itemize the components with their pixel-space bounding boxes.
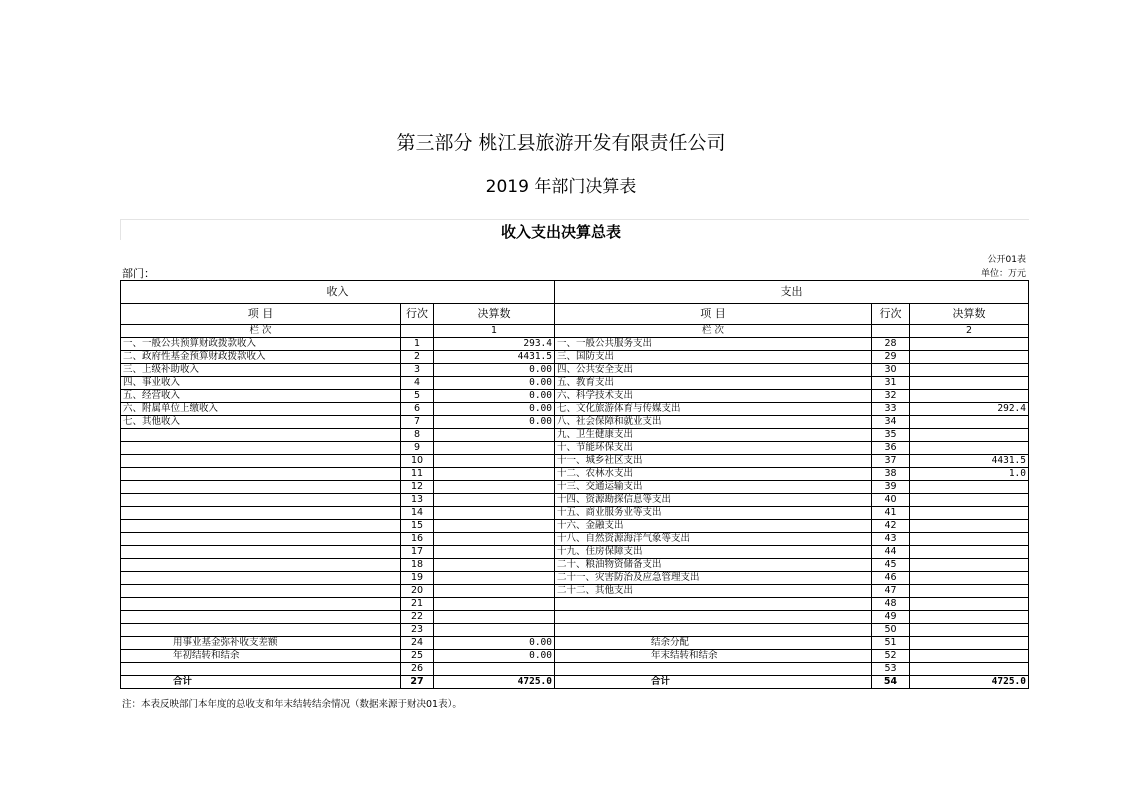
expense-amount — [910, 442, 1029, 455]
income-row-no: 7 — [401, 416, 434, 429]
expense-row-no: 51 — [872, 637, 910, 650]
table-row — [121, 364, 1029, 377]
income-row-no: 1 — [401, 338, 434, 351]
income-amount — [434, 507, 555, 520]
expense-item-label: 年末结转和结余 — [555, 650, 872, 663]
income-item-label — [121, 442, 401, 455]
income-amount: 0.00 — [434, 390, 555, 403]
expense-row-no: 32 — [872, 390, 910, 403]
table-row — [121, 637, 1029, 650]
income-amount: 0.00 — [434, 377, 555, 390]
expense-row-no: 47 — [872, 585, 910, 598]
income-lanci: 栏 次 — [121, 325, 401, 338]
expense-row-no: 34 — [872, 416, 910, 429]
income-item-label — [121, 624, 401, 637]
expense-item-header: 项 目 — [555, 304, 872, 325]
expense-total-label: 合计 — [555, 676, 872, 689]
expense-item-label: 二十一、灾害防治及应急管理支出 — [555, 572, 872, 585]
expense-item-label — [555, 663, 872, 676]
expense-item-label — [555, 598, 872, 611]
expense-row-no: 36 — [872, 442, 910, 455]
expense-amount — [910, 546, 1029, 559]
table-row — [121, 481, 1029, 494]
footnote: 注：本表反映部门本年度的总收支和年末结转结余情况（数据来源于财决01表）。 — [122, 699, 462, 710]
expense-item-label: 十四、资源勘探信息等支出 — [555, 494, 872, 507]
table-title: 收入支出决算总表 — [500, 223, 621, 241]
expense-row-no: 50 — [872, 624, 910, 637]
income-item-label — [121, 481, 401, 494]
income-amount — [434, 520, 555, 533]
income-row-no: 10 — [401, 455, 434, 468]
expense-item-label: 三、国防支出 — [555, 351, 872, 364]
expense-item-label: 五、教育支出 — [555, 377, 872, 390]
income-item-label — [121, 611, 401, 624]
expense-amount — [910, 585, 1029, 598]
income-row-no: 15 — [401, 520, 434, 533]
table-row — [121, 611, 1029, 624]
income-lanci-empty — [401, 325, 434, 338]
table-row — [121, 455, 1029, 468]
income-row-no: 11 — [401, 468, 434, 481]
expense-row-no: 38 — [872, 468, 910, 481]
expense-item-label: 四、公共安全支出 — [555, 364, 872, 377]
expense-item-label: 二十二、其他支出 — [555, 585, 872, 598]
income-row-no: 17 — [401, 546, 434, 559]
expense-item-label: 十、节能环保支出 — [555, 442, 872, 455]
income-item-label — [121, 572, 401, 585]
expense-row-no: 53 — [872, 663, 910, 676]
table-row — [121, 494, 1029, 507]
expense-amount — [910, 364, 1029, 377]
income-item-label: 六、附属单位上缴收入 — [121, 403, 401, 416]
income-amount: 4431.5 — [434, 351, 555, 364]
income-amount: 0.00 — [434, 650, 555, 663]
income-total-row-no: 27 — [401, 676, 434, 689]
income-item-label — [121, 546, 401, 559]
expense-total-row-no: 54 — [872, 676, 910, 689]
expense-item-label: 十三、交通运输支出 — [555, 481, 872, 494]
expense-row-no: 37 — [872, 455, 910, 468]
table-row — [121, 468, 1029, 481]
income-amount: 0.00 — [434, 637, 555, 650]
expense-amount — [910, 663, 1029, 676]
table-row — [121, 351, 1029, 364]
expense-row-no: 52 — [872, 650, 910, 663]
form-code: 公开01表 — [987, 255, 1026, 265]
income-item-label — [121, 468, 401, 481]
income-item-label: 用事业基金弥补收支差额 — [121, 637, 401, 650]
income-item-header: 项 目 — [121, 304, 401, 325]
budget-table — [120, 280, 1029, 689]
expense-row-no: 40 — [872, 494, 910, 507]
income-amount — [434, 429, 555, 442]
expense-amount — [910, 481, 1029, 494]
income-item-label: 七、其他收入 — [121, 416, 401, 429]
income-item-label — [121, 429, 401, 442]
income-row-no: 20 — [401, 585, 434, 598]
income-total-label: 合计 — [121, 676, 401, 689]
income-row-no: 26 — [401, 663, 434, 676]
table-row — [121, 598, 1029, 611]
expense-item-label: 七、文化旅游体育与传媒支出 — [555, 403, 872, 416]
income-amount — [434, 455, 555, 468]
income-row-no: 14 — [401, 507, 434, 520]
expense-item-label: 十一、城乡社区支出 — [555, 455, 872, 468]
income-row-no: 9 — [401, 442, 434, 455]
table-row — [121, 377, 1029, 390]
expense-item-label: 一、一般公共服务支出 — [555, 338, 872, 351]
income-amount — [434, 572, 555, 585]
expense-rowno-header: 行次 — [872, 304, 910, 325]
income-row-no: 16 — [401, 533, 434, 546]
header-row-columns — [121, 304, 1029, 325]
expense-amount — [910, 520, 1029, 533]
expense-item-label: 十五、商业服务业等支出 — [555, 507, 872, 520]
table-row — [121, 559, 1029, 572]
expense-row-no: 33 — [872, 403, 910, 416]
income-amount — [434, 559, 555, 572]
expense-item-label: 十八、自然资源海洋气象等支出 — [555, 533, 872, 546]
income-item-label: 四、事业收入 — [121, 377, 401, 390]
header-row-sections — [121, 281, 1029, 304]
table-row — [121, 546, 1029, 559]
income-amount: 0.00 — [434, 364, 555, 377]
income-item-label: 三、上级补助收入 — [121, 364, 401, 377]
expense-amount — [910, 533, 1029, 546]
expense-row-no: 39 — [872, 481, 910, 494]
expense-lanci: 栏 次 — [555, 325, 872, 338]
income-row-no: 21 — [401, 598, 434, 611]
expense-amount — [910, 429, 1029, 442]
table-row — [121, 429, 1029, 442]
income-item-label: 二、政府性基金预算财政拨款收入 — [121, 351, 401, 364]
income-item-label — [121, 455, 401, 468]
income-row-no: 13 — [401, 494, 434, 507]
expense-amount — [910, 390, 1029, 403]
income-item-label — [121, 494, 401, 507]
table-row — [121, 572, 1029, 585]
expense-row-no: 44 — [872, 546, 910, 559]
expense-item-label: 九、卫生健康支出 — [555, 429, 872, 442]
expense-row-no: 48 — [872, 598, 910, 611]
unit-label: 单位：万元 — [980, 269, 1026, 279]
expense-col-no: 2 — [910, 325, 1029, 338]
expense-row-no: 42 — [872, 520, 910, 533]
table-row — [121, 663, 1029, 676]
expense-amount: 1.0 — [910, 468, 1029, 481]
income-item-label: 年初结转和结余 — [121, 650, 401, 663]
expense-item-label — [555, 624, 872, 637]
expense-row-no: 31 — [872, 377, 910, 390]
table-row — [121, 403, 1029, 416]
income-row-no: 25 — [401, 650, 434, 663]
expense-row-no: 46 — [872, 572, 910, 585]
expense-amount: 292.4 — [910, 403, 1029, 416]
header-row-lanci — [121, 325, 1029, 338]
expense-item-label: 八、社会保障和就业支出 — [555, 416, 872, 429]
income-amount — [434, 663, 555, 676]
income-amount — [434, 494, 555, 507]
expense-item-label: 十九、住房保障支出 — [555, 546, 872, 559]
income-row-no: 5 — [401, 390, 434, 403]
expense-amount — [910, 494, 1029, 507]
table-row — [121, 585, 1029, 598]
table-row — [121, 520, 1029, 533]
income-row-no: 8 — [401, 429, 434, 442]
income-amount — [434, 481, 555, 494]
income-amount-header: 决算数 — [434, 304, 555, 325]
income-row-no: 6 — [401, 403, 434, 416]
expense-amount: 4431.5 — [910, 455, 1029, 468]
expense-amount — [910, 650, 1029, 663]
expense-amount — [910, 611, 1029, 624]
expense-amount — [910, 624, 1029, 637]
expense-row-no: 49 — [872, 611, 910, 624]
expense-lanci-empty — [872, 325, 910, 338]
income-row-no: 23 — [401, 624, 434, 637]
expense-amount — [910, 507, 1029, 520]
expense-item-label: 二十、粮油物资储备支出 — [555, 559, 872, 572]
income-item-label — [121, 533, 401, 546]
income-row-no: 22 — [401, 611, 434, 624]
income-item-label: 五、经营收入 — [121, 390, 401, 403]
expense-row-no: 45 — [872, 559, 910, 572]
income-rowno-header: 行次 — [401, 304, 434, 325]
table-row — [121, 416, 1029, 429]
expense-amount — [910, 598, 1029, 611]
table-row — [121, 442, 1029, 455]
income-amount — [434, 598, 555, 611]
expense-row-no: 28 — [872, 338, 910, 351]
expense-total-amount: 4725.0 — [910, 676, 1029, 689]
expense-row-no: 30 — [872, 364, 910, 377]
expense-header: 支出 — [555, 281, 1029, 304]
income-row-no: 24 — [401, 637, 434, 650]
expense-amount — [910, 559, 1029, 572]
expense-row-no: 43 — [872, 533, 910, 546]
income-amount — [434, 624, 555, 637]
income-amount — [434, 533, 555, 546]
income-item-label — [121, 520, 401, 533]
document-subtitle: 2019 年部门决算表 — [485, 177, 637, 197]
table-row — [121, 507, 1029, 520]
income-item-label — [121, 559, 401, 572]
document-title: 第三部分 桃江县旅游开发有限责任公司 — [396, 132, 726, 154]
income-amount — [434, 442, 555, 455]
expense-item-label: 六、科学技术支出 — [555, 390, 872, 403]
income-item-label — [121, 598, 401, 611]
income-item-label — [121, 663, 401, 676]
expense-amount — [910, 416, 1029, 429]
expense-amount — [910, 351, 1029, 364]
table-row — [121, 338, 1029, 351]
income-amount: 0.00 — [434, 403, 555, 416]
table-row — [121, 650, 1029, 663]
income-amount — [434, 546, 555, 559]
income-col-no: 1 — [434, 325, 555, 338]
total-row — [121, 676, 1029, 689]
expense-amount — [910, 572, 1029, 585]
table-row — [121, 533, 1029, 546]
expense-amount-header: 决算数 — [910, 304, 1029, 325]
income-amount — [434, 468, 555, 481]
expense-row-no: 41 — [872, 507, 910, 520]
expense-amount — [910, 338, 1029, 351]
expense-row-no: 29 — [872, 351, 910, 364]
income-row-no: 2 — [401, 351, 434, 364]
expense-item-label — [555, 611, 872, 624]
income-amount — [434, 585, 555, 598]
expense-amount — [910, 637, 1029, 650]
expense-item-label: 结余分配 — [555, 637, 872, 650]
income-header: 收入 — [121, 281, 555, 304]
income-row-no: 3 — [401, 364, 434, 377]
expense-row-no: 35 — [872, 429, 910, 442]
income-item-label — [121, 507, 401, 520]
income-amount — [434, 611, 555, 624]
department-label: 部门： — [122, 267, 155, 280]
expense-amount — [910, 377, 1029, 390]
income-row-no: 18 — [401, 559, 434, 572]
income-row-no: 4 — [401, 377, 434, 390]
income-amount: 0.00 — [434, 416, 555, 429]
income-row-no: 12 — [401, 481, 434, 494]
expense-item-label: 十二、农林水支出 — [555, 468, 872, 481]
table-row — [121, 624, 1029, 637]
income-amount: 293.4 — [434, 338, 555, 351]
income-row-no: 19 — [401, 572, 434, 585]
expense-item-label: 十六、金融支出 — [555, 520, 872, 533]
income-item-label: 一、一般公共预算财政拨款收入 — [121, 338, 401, 351]
income-item-label — [121, 585, 401, 598]
income-total-amount: 4725.0 — [434, 676, 555, 689]
table-row — [121, 390, 1029, 403]
